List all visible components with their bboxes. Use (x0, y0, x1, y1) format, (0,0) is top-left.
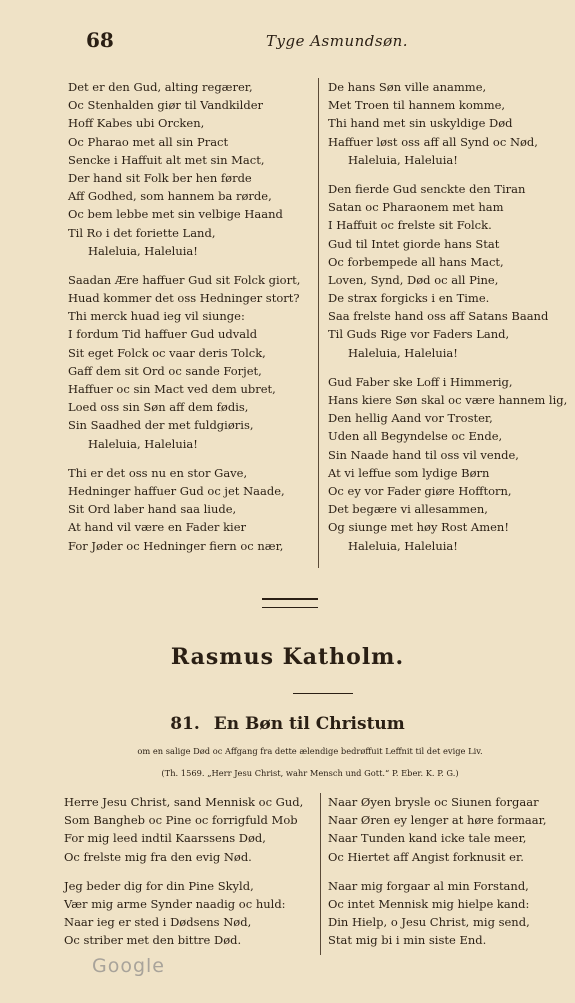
verse-line: Der hand sit Folk ber hen førde (68, 170, 252, 185)
verse-line: Haffuer løst oss aff all Synd oc Nød, (328, 134, 538, 149)
verse-line: De strax forgicks i en Time. (328, 291, 490, 306)
verse-line: Stat mig bi i min siste End. (328, 933, 487, 948)
column-divider (320, 793, 321, 955)
verse-line: I Haffuit oc frelste sit Folck. (328, 218, 492, 233)
verse-line: Til Ro i det foriette Land, (68, 225, 216, 240)
hymn-number: 81. (170, 714, 200, 734)
verse-line: Sencke i Haffuit alt met sin Mact, (68, 152, 265, 167)
verse-line: De hans Søn ville anamme, (328, 80, 487, 94)
verse-line: Thi merck huad ieg vil siunge: (68, 309, 245, 324)
verse-line: Jeg beder dig for din Pine Skyld, (64, 878, 254, 893)
verse-line: Loed oss sin Søn aff dem fødis, (68, 400, 249, 415)
stanza-gap (68, 260, 308, 271)
verse-line: Aff Godhed, som hannem ba rørde, (68, 189, 272, 204)
stanza-gap (64, 866, 316, 877)
verse-line: Naar Tunden kand icke tale meer, (328, 831, 527, 846)
verse-line: Saadan Ære haffuer Gud sit Folck giort, (68, 272, 301, 287)
verse-line: Oc striber met den bittre Død. (64, 933, 242, 948)
verse-line: Naar mig forgaar al min Forstand, (328, 878, 529, 893)
verse-line: Sit eget Folck oc vaar deris Tolck, (68, 345, 266, 360)
verse-line: Sit Ord laber hand saa liude, (68, 502, 237, 517)
verse-line: Den hellig Aand vor Troster, (328, 411, 493, 426)
verse-line: Uden all Begyndelse oc Ende, (328, 429, 503, 444)
verse-line: Oc frelste mig fra den evig Nød. (64, 849, 252, 864)
verse-line: Sin Saadhed der met fuldgiøris, (68, 418, 254, 433)
stanza-gap (328, 169, 564, 180)
refrain-line: Haleluia, Haleluia! (348, 538, 458, 553)
verse-line: Huad kommer det oss Hedninger stort? (68, 291, 300, 306)
verse-line: Oc Pharao met all sin Pract (68, 134, 229, 149)
bottom-right-column (328, 793, 564, 950)
verse-line: Gud Faber ske Loff i Himmerig, (328, 374, 513, 389)
hymn-citation: (Th. 1569. „Herr Jesu Christ, wahr Mensch und Gott.“ P. Eber. K. P. G.) (161, 768, 459, 778)
verse-line: Oc ey vor Fader giøre Hofftorn, (328, 483, 512, 498)
page-number: 68 (86, 28, 114, 52)
verse-line: Oc bem lebbe met sin velbige Haand (68, 207, 283, 222)
verse-line: Hans kiere Søn skal oc være hannem lig, (328, 393, 568, 407)
section-divider (262, 598, 318, 608)
verse-line: Satan oc Pharaonem met ham (328, 200, 504, 215)
refrain-line: Haleluia, Haleluia! (88, 243, 198, 258)
verse-line: Den fierde Gud senckte den Tiran (328, 181, 526, 196)
verse-line: Haffuer oc sin Mact ved dem ubret, (68, 382, 276, 396)
hymn-subtitle: om en salige Død oc Affgang fra dette ælendige bedrøffuit Leffnit til det evige Liv. (137, 746, 483, 756)
top-left-column (68, 78, 308, 555)
verse-line: Oc forbempede all hans Mact, (328, 254, 504, 269)
verse-line: Oc Hiertet aff Angist forknusit er. (328, 849, 524, 864)
stanza-gap (328, 866, 564, 877)
section-title: Rasmus Katholm. (170, 644, 405, 670)
bottom-left-column (64, 793, 316, 950)
verse-line: Saa frelste hand oss aff Satans Baand (328, 309, 549, 324)
hymn-heading (0, 714, 575, 734)
verse-line: Gaff dem sit Ord oc sande Forjet, (68, 363, 262, 378)
verse-line: Loven, Synd, Død oc all Pine, (328, 272, 499, 287)
verse-line: Herre Jesu Christ, sand Mennisk oc Gud, (64, 795, 304, 809)
verse-line: Din Hielp, o Jesu Christ, mig send, (328, 915, 530, 930)
verse-line: Oc Stenhalden giør til Vandkilder (68, 98, 264, 113)
refrain-line: Haleluia, Haleluia! (348, 152, 458, 167)
google-watermark: Google (92, 955, 166, 977)
verse-line: Hedninger haffuer Gud oc jet Naade, (68, 483, 285, 498)
verse-line: At vi leffue som lydige Børn (328, 465, 490, 480)
verse-line: For mig leed indtil Kaarssens Død, (64, 831, 266, 846)
verse-line: Hoff Kabes ubi Orcken, (68, 116, 205, 131)
stanza-gap (68, 453, 308, 464)
verse-line: Vær mig arme Synder naadig oc huld: (64, 896, 286, 911)
verse-line: Gud til Intet giorde hans Stat (328, 236, 500, 251)
verse-line: Det begære vi allesammen, (328, 502, 488, 517)
verse-line: At hand vil være en Fader kier (68, 520, 247, 535)
refrain-line: Haleluia, Haleluia! (88, 436, 198, 451)
verse-line: For Jøder oc Hedninger fiern oc nær, (68, 538, 284, 553)
title-rule (293, 693, 353, 694)
top-right-column (328, 78, 568, 555)
verse-line: Til Guds Rige vor Faders Land, (328, 327, 510, 342)
verse-line: I fordum Tid haffuer Gud udvald (68, 327, 258, 342)
column-divider (318, 78, 319, 568)
verse-line: Thi hand met sin uskyldige Død (328, 116, 513, 131)
hymn-title: En Bøn til Christum (213, 714, 405, 734)
verse-line: Oc intet Mennisk mig hielpe kand: (328, 896, 530, 911)
verse-line: Naar Øyen brysle oc Siunen forgaar (328, 795, 539, 809)
verse-line: Det er den Gud, alting regærer, (68, 80, 253, 94)
verse-line: Met Troen til hannem komme, (328, 98, 506, 113)
verse-line: Naar Øren ey lenger at høre formaar, (328, 813, 547, 828)
running-title: Tyge Asmundsøn. (266, 32, 409, 50)
page-header (86, 28, 545, 56)
stanza-gap (328, 362, 564, 373)
verse-line: Thi er det oss nu en stor Gave, (68, 465, 248, 480)
verse-line: Naar ieg er sted i Dødsens Nød, (64, 915, 252, 930)
verse-line: Som Bangheb oc Pine oc forrigfuld Mob (64, 813, 298, 828)
refrain-line: Haleluia, Haleluia! (348, 345, 458, 360)
verse-line: Og siunge met høy Rost Amen! (328, 520, 509, 535)
top-verse-columns (0, 78, 575, 568)
verse-line: Sin Naade hand til oss vil vende, (328, 447, 519, 462)
bottom-verse-columns (0, 793, 575, 958)
